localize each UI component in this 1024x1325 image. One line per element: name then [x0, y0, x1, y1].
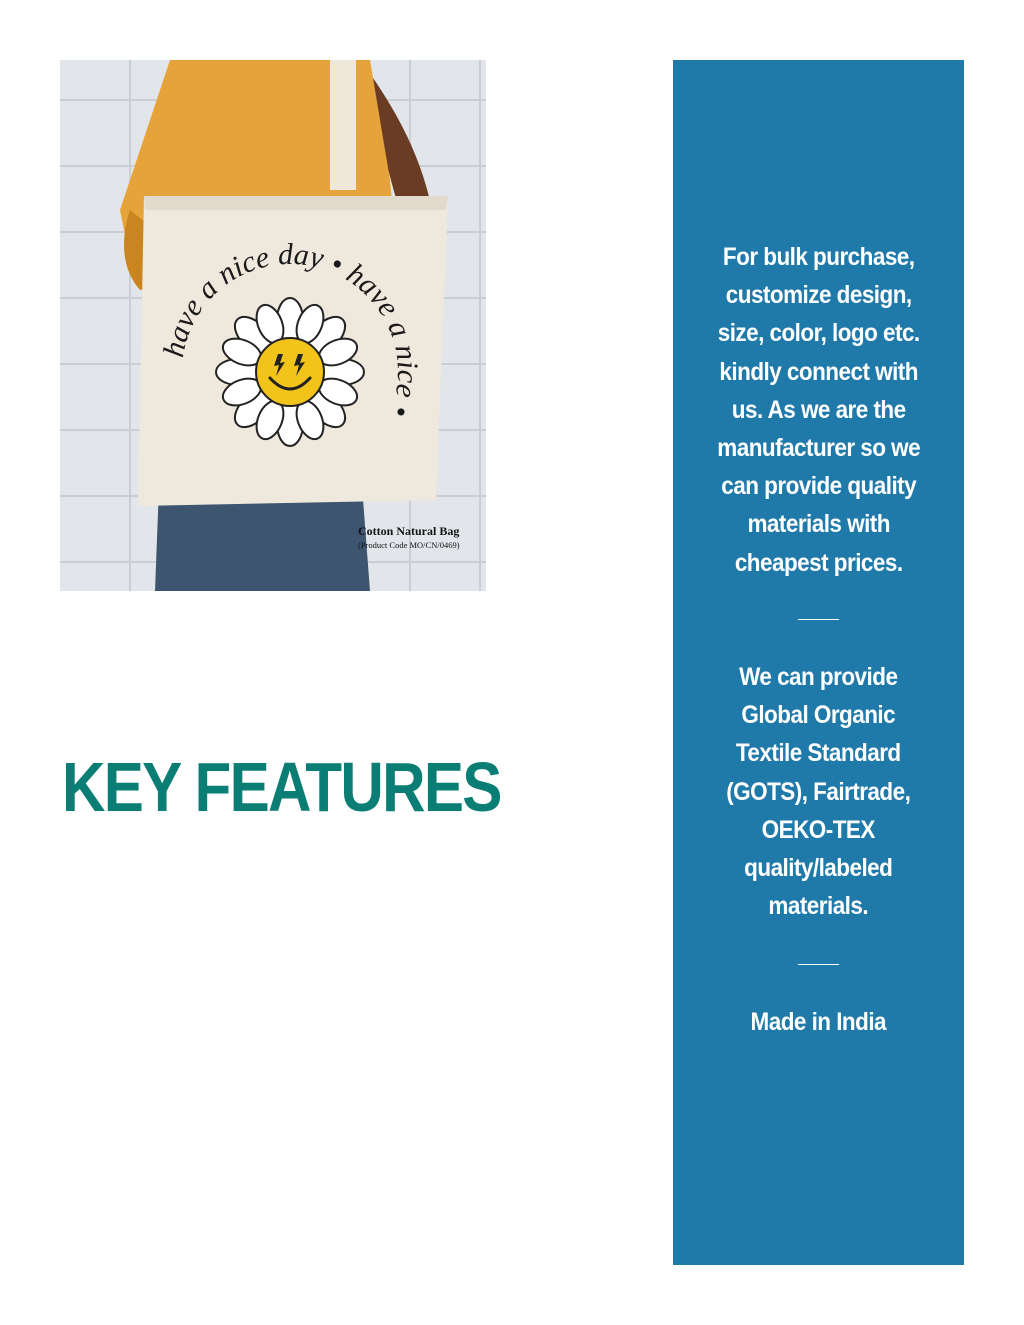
bulk-purchase-text-content: For bulk purchase, customize design, size, color, logo etc. kindly connect with us. As we are the manufacturer so we can provide quality materials with cheapest prices.: [717, 243, 920, 577]
certification-text-content: We can provide Global Organic Textile Standard (GOTS), Fairtrade, OEKO-TEX quality/labeled materials.: [726, 663, 911, 921]
certification-text: [673, 658, 964, 925]
divider: [798, 619, 839, 620]
origin-text: [673, 1003, 964, 1041]
caption-product-name: Cotton Natural Bag: [358, 524, 460, 538]
bulk-purchase-text: [673, 238, 964, 582]
origin-text-content: Made in India: [750, 1008, 887, 1036]
tote-bag-illustration: [60, 60, 486, 591]
divider: [798, 964, 839, 965]
info-panel: [673, 60, 964, 1265]
key-features-heading: KEY FEATURES: [62, 748, 501, 826]
product-image: [60, 60, 486, 591]
image-caption: [358, 524, 482, 550]
svg-text:have a nice day • have a nice: have a nice day • have a nice •: [157, 237, 425, 422]
caption-product-code: (Product Code MO/CN/0469): [358, 540, 460, 550]
